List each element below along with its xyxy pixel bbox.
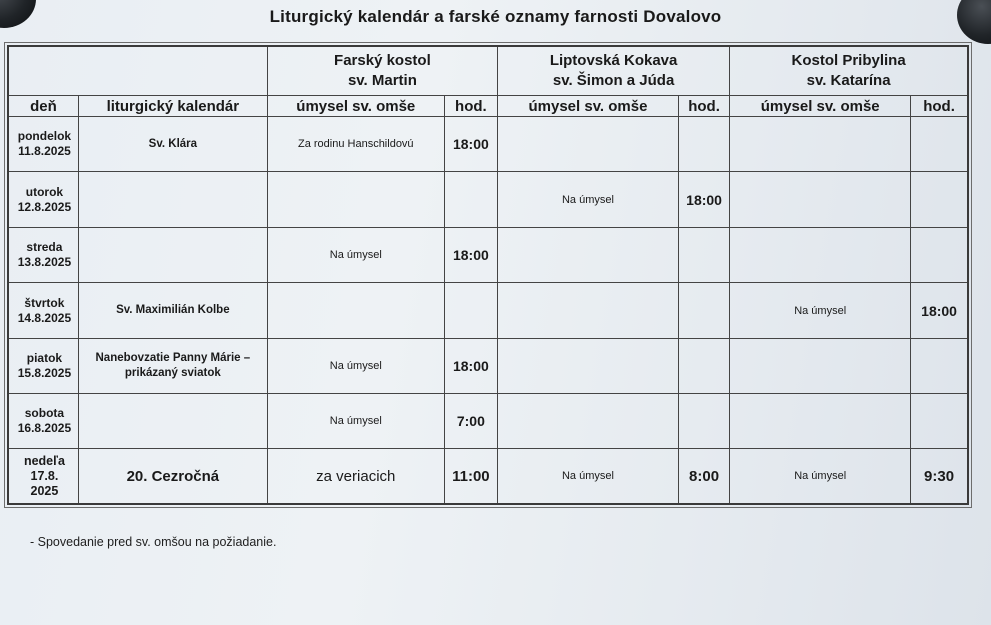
mass-intention — [730, 117, 911, 172]
column-header-hour: hod. — [444, 96, 497, 117]
table-row — [8, 117, 968, 172]
day-name: nedeľa — [23, 453, 65, 468]
column-header-hour: hod. — [911, 96, 968, 117]
empty-corner-cell — [8, 46, 267, 96]
mass-intention: Na úmysel — [730, 283, 911, 339]
column-header-calendar: liturgický kalendár — [78, 96, 267, 117]
church-name-line2: sv. Martin — [347, 72, 417, 89]
day-date: 14.8.2025 — [17, 310, 72, 325]
mass-hour: 18:00 — [444, 228, 497, 283]
day-name: štvrtok — [24, 295, 65, 310]
day-cell — [8, 117, 78, 172]
mass-hour: 18:00 — [678, 172, 729, 228]
mass-hour — [678, 339, 729, 394]
mass-intention — [498, 117, 679, 172]
mass-hour: 18:00 — [444, 117, 497, 172]
day-name: utorok — [25, 184, 64, 199]
mass-intention: za veriacich — [267, 449, 444, 505]
table-row — [8, 283, 968, 339]
day-cell — [8, 449, 78, 505]
day-date: 16.8.2025 — [17, 421, 72, 435]
mass-hour — [678, 228, 729, 283]
mass-hour: 11:00 — [444, 449, 497, 505]
mass-hour: 8:00 — [678, 449, 729, 505]
table-row — [8, 394, 968, 449]
day-name: streda — [26, 240, 63, 254]
mass-intention — [498, 283, 679, 339]
column-header-intention: úmysel sv. omše — [267, 96, 444, 117]
mass-hour — [678, 283, 729, 339]
mass-schedule-table — [7, 45, 969, 505]
mass-intention — [730, 172, 911, 228]
column-header-day: deň — [8, 96, 78, 117]
liturgical-entry: 20. Cezročná — [78, 449, 267, 505]
mass-intention — [498, 228, 679, 283]
liturgical-entry: Sv. Maximilián Kolbe — [78, 283, 267, 339]
liturgical-entry: Nanebovzatie Panny Márie – prikázaný sviatok — [78, 339, 267, 394]
liturgical-entry — [78, 228, 267, 283]
church-header-kokava — [498, 46, 730, 96]
mass-hour — [444, 172, 497, 228]
mass-intention: Na úmysel — [267, 339, 444, 394]
day-cell — [8, 172, 78, 228]
mass-hour — [911, 394, 968, 449]
column-header-row — [8, 96, 968, 117]
mass-intention — [267, 283, 444, 339]
mass-hour — [678, 394, 729, 449]
mass-hour: 7:00 — [444, 394, 497, 449]
mass-intention — [498, 394, 679, 449]
day-name: piatok — [26, 351, 63, 365]
mass-intention — [498, 339, 679, 394]
day-date: 12.8.2025 — [17, 199, 72, 214]
mass-intention — [730, 339, 911, 394]
day-cell — [8, 228, 78, 283]
mass-hour — [678, 117, 729, 172]
day-date: 17.8. — [30, 468, 59, 483]
church-header-martin — [267, 46, 497, 96]
mass-hour: 9:30 — [911, 449, 968, 505]
mass-hour — [911, 172, 968, 228]
day-date: 11.8.2025 — [18, 144, 71, 158]
day-cell — [8, 339, 78, 394]
mass-intention: Na úmysel — [267, 228, 444, 283]
confession-note: - Spovedanie pred sv. omšou na požiadanie. — [30, 535, 277, 549]
mass-hour: 18:00 — [911, 283, 968, 339]
mass-intention: Na úmysel — [498, 449, 679, 505]
liturgical-entry — [78, 394, 267, 449]
column-header-intention: úmysel sv. omše — [498, 96, 679, 117]
day-cell — [8, 394, 78, 449]
table-row — [8, 449, 968, 505]
table-row — [8, 228, 968, 283]
column-header-intention: úmysel sv. omše — [730, 96, 911, 117]
mass-intention — [730, 228, 911, 283]
church-name-line2: sv. Katarína — [806, 72, 891, 89]
day-cell — [8, 283, 78, 339]
mass-hour — [911, 339, 968, 394]
mass-intention: Za rodinu Hanschildovú — [267, 117, 444, 172]
church-name-line1: Liptovská Kokava — [549, 52, 678, 69]
day-name: sobota — [24, 406, 65, 420]
mass-hour — [911, 228, 968, 283]
column-header-hour: hod. — [678, 96, 729, 117]
mass-intention: Na úmysel — [730, 449, 911, 505]
mass-intention — [730, 394, 911, 449]
mass-hour: 18:00 — [444, 339, 497, 394]
church-name-line1: Kostol Pribylina — [791, 52, 906, 69]
liturgical-entry: Sv. Klára — [78, 117, 267, 172]
mass-hour — [444, 283, 497, 339]
church-name-line1: Farský kostol — [334, 52, 431, 69]
church-header-row — [8, 46, 968, 96]
mass-intention: Na úmysel — [267, 394, 444, 449]
church-name-line2: sv. Šimon a Júda — [552, 72, 675, 89]
day-year: 2025 — [30, 483, 59, 498]
page-title: Liturgický kalendár a farské oznamy farnosti Dovalovo — [269, 7, 722, 26]
day-date: 15.8.2025 — [17, 366, 72, 380]
liturgical-entry — [78, 172, 267, 228]
mass-intention — [267, 172, 444, 228]
table-row — [8, 172, 968, 228]
mass-hour — [911, 117, 968, 172]
church-header-pribylina — [730, 46, 968, 96]
table-row — [8, 339, 968, 394]
mass-intention: Na úmysel — [498, 172, 679, 228]
day-date: 13.8.2025 — [17, 255, 72, 269]
day-name: pondelok — [17, 129, 72, 143]
